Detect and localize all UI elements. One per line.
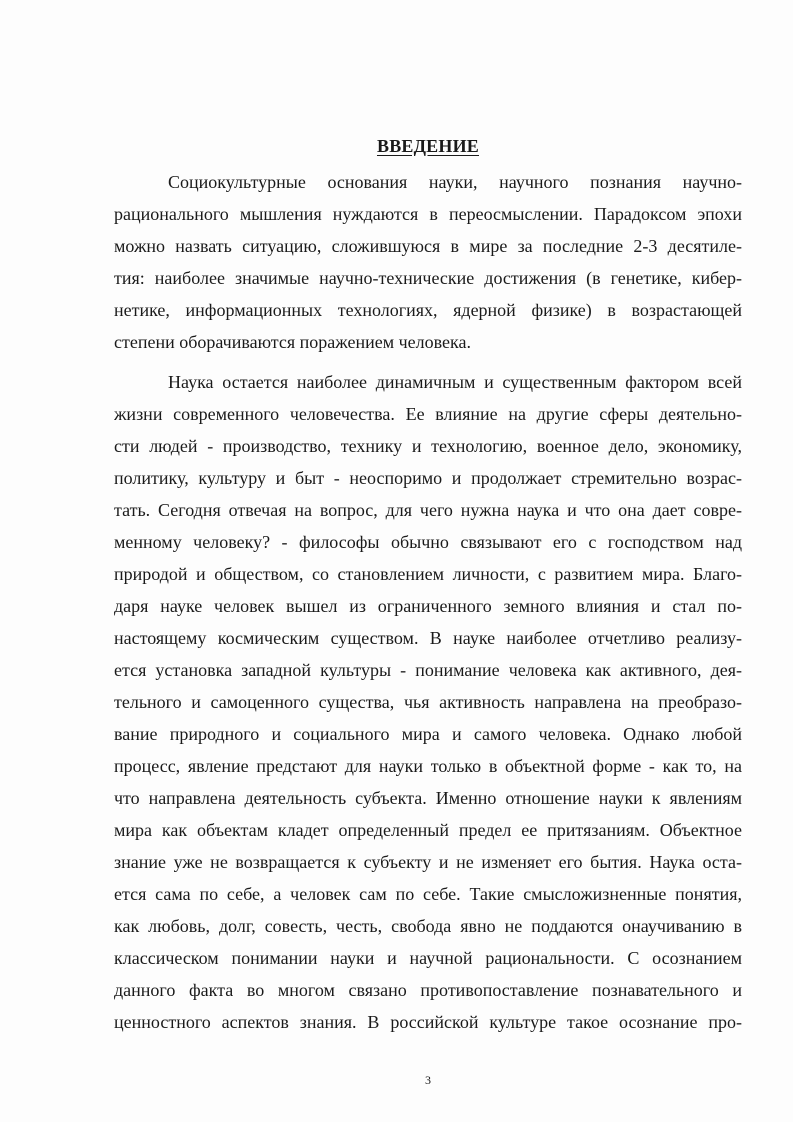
- text-line: знание уже не возвращается к субъекту и не изменяет его бытия. Наука оста-: [114, 852, 742, 872]
- text-line: менному человеку? - философы обычно связывают его с господством над: [114, 532, 742, 552]
- text-line: даря науке человек вышел из ограниченного земного влияния и стал по-: [114, 596, 742, 616]
- text-line: мира как объектам кладет определенный предел ее притязаниям. Объектное: [114, 820, 742, 840]
- paragraph-2: [114, 366, 742, 1038]
- text-line: ется сама по себе, а человек сам по себе. Такие смысложизненные понятия,: [114, 884, 742, 904]
- text-line: сти людей - производство, технику и технологию, военное дело, экономику,: [114, 436, 742, 456]
- text-line: можно назвать ситуацию, сложившуюся в мире за последние 2-3 десятиле-: [114, 236, 742, 256]
- text-line: жизни современного человечества. Ее влияние на другие сферы деятельно-: [114, 404, 742, 424]
- text-line: тельного и самоценного существа, чья активность направлена на преобразо-: [114, 692, 742, 712]
- text-line: степени оборачиваются поражением человека.: [114, 332, 471, 352]
- text-line: Социокультурные основания науки, научного познания научно-: [168, 172, 742, 192]
- text-line: вание природного и социального мира и самого человека. Однако любой: [114, 724, 742, 744]
- text-line: как любовь, долг, совесть, честь, свобода явно не поддаются онаучиванию в: [114, 916, 742, 936]
- text-line: процесс, явление предстают для науки только в объектной форме - как то, на: [114, 756, 742, 776]
- text-line: рационального мышления нуждаются в переосмыслении. Парадоксом эпохи: [114, 204, 742, 224]
- text-line: настоящему космическим существом. В науке наиболее отчетливо реализу-: [114, 628, 742, 648]
- text-line: политику, культуру и быт - неоспоримо и продолжает стремительно возрас-: [114, 468, 742, 488]
- text-line: тать. Сегодня отвечая на вопрос, для чего нужна наука и что она дает совре-: [114, 500, 742, 520]
- paragraph-1: [114, 166, 742, 358]
- text-line: ется установка западной культуры - понимание человека как активного, дея-: [114, 660, 742, 680]
- paragraph-gap: [114, 358, 742, 366]
- text-line: ценностного аспектов знания. В российской культуре такое осознание про-: [114, 1012, 742, 1032]
- text-line: тия: наиболее значимые научно-технические достижения (в генетике, кибер-: [114, 268, 742, 288]
- page-title: ВВЕДЕНИЕ: [376, 136, 479, 156]
- text-line: классическом понимании науки и научной рациональности. С осознанием: [114, 948, 742, 968]
- text-line: природой и обществом, со становлением личности, с развитием мира. Благо-: [114, 564, 742, 584]
- text-line: данного факта во многом связано противопоставление познавательного и: [114, 980, 742, 1000]
- body-text: [114, 166, 742, 1038]
- text-line: нетике, информационных технологиях, ядерной физике) в возрастающей: [114, 300, 742, 320]
- text-line: Наука остается наиболее динамичным и существенным фактором всей: [168, 372, 742, 392]
- text-line: что направлена деятельность субъекта. Именно отношение науки к явлениям: [114, 788, 742, 808]
- page-number: 3: [425, 1073, 431, 1087]
